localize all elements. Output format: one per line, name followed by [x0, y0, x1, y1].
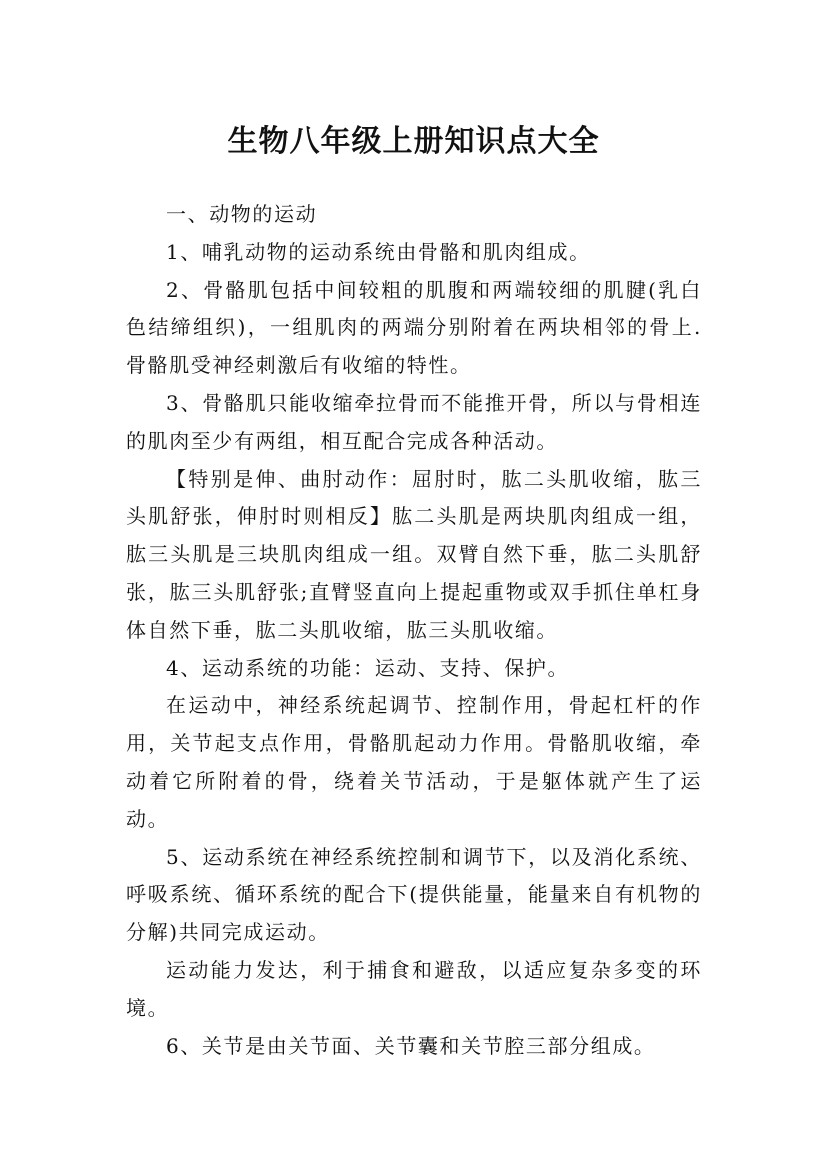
paragraph-5-detail: 运动能力发达，利于捕食和避敌，以适应复杂多变的环境。 — [126, 957, 702, 1020]
paragraph-6: 6、关节是由关节面、关节囊和关节腔三部分组成。 — [166, 1033, 656, 1058]
paragraph-5: 5、运动系统在神经系统控制和调节下，以及消化系统、呼吸系统、循环系统的配合下(提供能量，能量来自有机物的分解)共同完成运动。 — [126, 844, 702, 945]
paragraph-4: 4、运动系统的功能：运动、支持、保护。 — [166, 655, 570, 680]
paragraph-4-detail: 在运动中，神经系统起调节、控制作用，骨起杠杆的作用，关节起支点作用，骨骼肌起动力作用。骨骼肌收缩，牵动着它所附着的骨，绕着关节活动，于是躯体就产生了运动。 — [126, 693, 702, 831]
document-title: 生物八年级上册知识点大全 — [227, 124, 600, 160]
paragraph-1: 1、哺乳动物的运动系统由骨骼和肌肉组成。 — [166, 239, 591, 264]
document-body — [126, 196, 702, 1065]
paragraph-3: 3、骨骼肌只能收缩牵拉骨而不能推开骨，所以与骨相连的肌肉至少有两组，相互配合完成各种活动。 — [126, 390, 702, 453]
paragraph-section-heading: 一、动物的运动 — [166, 202, 318, 226]
paragraph-2: 2、骨骼肌包括中间较粗的肌腹和两端较细的肌腱(乳白色结缔组织)，一组肌肉的两端分别附着在两块相邻的骨上.骨骼肌受神经刺激后有收缩的特性。 — [126, 277, 702, 378]
paragraph-3-note: 【特别是伸、曲肘动作：屈肘时，肱二头肌收缩，肱三头肌舒张，伸肘时则相反】肱二头肌是两块肌肉组成一组，肱三头肌是三块肌肉组成一组。双臂自然下垂，肱二头肌舒张，肱三头肌舒张;直臂竖直向上提起重物或双手抓住单杠身体自然下垂，肱二头肌收缩，肱三头肌收缩。 — [126, 466, 702, 642]
